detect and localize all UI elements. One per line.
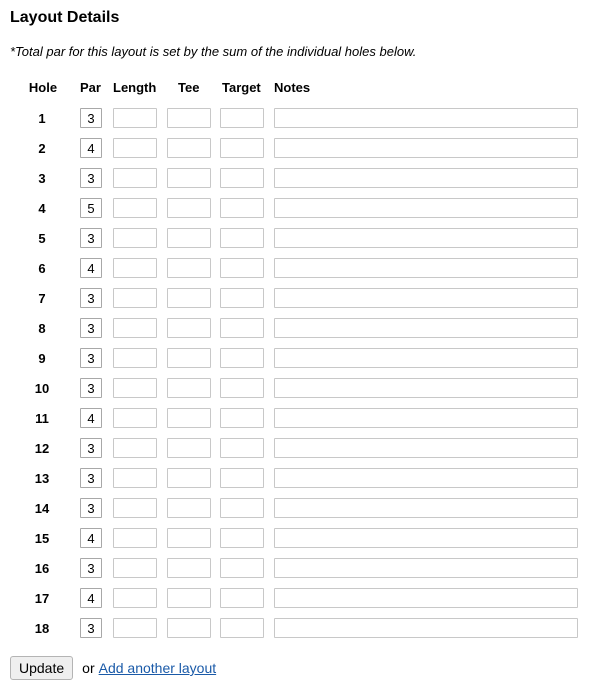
par-input[interactable] [80,318,102,338]
par-input[interactable] [80,168,102,188]
par-input[interactable] [80,108,102,128]
target-input[interactable] [220,258,264,278]
hole-number: 16 [34,561,50,576]
tee-input[interactable] [167,618,211,638]
table-row [0,318,600,348]
table-row [0,588,600,618]
target-input[interactable] [220,378,264,398]
tee-input[interactable] [167,108,211,128]
update-button[interactable]: Update [10,656,73,680]
notes-input[interactable] [274,438,578,458]
table-row [0,288,600,318]
notes-input[interactable] [274,258,578,278]
length-input[interactable] [113,588,157,608]
table-row [0,498,600,528]
target-input[interactable] [220,558,264,578]
target-input[interactable] [220,198,264,218]
target-input[interactable] [220,138,264,158]
header-target: Target [222,80,261,95]
par-note: *Total par for this layout is set by the sum of the individual holes below. [10,44,417,59]
table-row [0,168,600,198]
hole-number: 12 [34,441,50,456]
notes-input[interactable] [274,588,578,608]
hole-number: 10 [34,381,50,396]
length-input[interactable] [113,528,157,548]
target-input[interactable] [220,468,264,488]
header-tee: Tee [178,80,200,95]
par-input[interactable] [80,498,102,518]
length-input[interactable] [113,348,157,368]
length-input[interactable] [113,438,157,458]
hole-number: 17 [34,591,50,606]
length-input[interactable] [113,288,157,308]
notes-input[interactable] [274,288,578,308]
table-row [0,198,600,228]
length-input[interactable] [113,198,157,218]
tee-input[interactable] [167,228,211,248]
table-row [0,258,600,288]
header-notes: Notes [274,80,311,95]
tee-input[interactable] [167,198,211,218]
table-row [0,228,600,258]
length-input[interactable] [113,168,157,188]
table-row [0,618,600,648]
hole-number: 18 [34,621,50,636]
target-input[interactable] [220,228,264,248]
tee-input[interactable] [167,408,211,428]
tee-input[interactable] [167,588,211,608]
hole-number: 14 [34,501,50,516]
target-input[interactable] [220,108,264,128]
tee-input[interactable] [167,288,211,308]
hole-number: 8 [38,321,46,336]
target-input[interactable] [220,408,264,428]
notes-input[interactable] [274,498,578,518]
hole-number: 3 [38,171,46,186]
holes-table [0,108,600,648]
notes-input[interactable] [274,348,578,368]
length-input[interactable] [113,618,157,638]
notes-input[interactable] [274,138,578,158]
table-row [0,378,600,408]
notes-input[interactable] [274,468,578,488]
page-title: Layout Details [10,9,120,26]
header-par: Par [80,80,101,95]
table-row [0,108,600,138]
length-input[interactable] [113,378,157,398]
par-input[interactable] [80,588,102,608]
target-input[interactable] [220,288,264,308]
notes-input[interactable] [274,378,578,398]
target-input[interactable] [220,528,264,548]
length-input[interactable] [113,108,157,128]
length-input[interactable] [113,228,157,248]
par-input[interactable] [80,228,102,248]
par-input[interactable] [80,378,102,398]
hole-number: 11 [35,411,49,426]
table-row [0,438,600,468]
form-actions [10,656,216,680]
add-another-layout-link[interactable]: Add another layout [98,660,217,676]
notes-input[interactable] [274,168,578,188]
par-input[interactable] [80,288,102,308]
length-input[interactable] [113,318,157,338]
tee-input[interactable] [167,438,211,458]
length-input[interactable] [113,408,157,428]
table-row [0,528,600,558]
header-length: Length [113,80,157,95]
length-input[interactable] [113,558,157,578]
par-input[interactable] [80,198,102,218]
par-input[interactable] [80,348,102,368]
header-hole: Hole [28,80,58,95]
tee-input[interactable] [167,528,211,548]
tee-input[interactable] [167,498,211,518]
notes-input[interactable] [274,108,578,128]
par-input[interactable] [80,468,102,488]
notes-input[interactable] [274,618,578,638]
notes-input[interactable] [274,528,578,548]
target-input[interactable] [220,498,264,518]
par-input[interactable] [80,438,102,458]
hole-number: 6 [38,261,46,276]
target-input[interactable] [220,438,264,458]
notes-input[interactable] [274,318,578,338]
table-row [0,558,600,588]
par-input[interactable] [80,618,102,638]
table-row [0,138,600,168]
hole-number: 1 [38,111,46,126]
notes-input[interactable] [274,408,578,428]
hole-number: 13 [34,471,50,486]
length-input[interactable] [113,468,157,488]
hole-number: 4 [38,201,46,216]
par-input[interactable] [80,408,102,428]
target-input[interactable] [220,588,264,608]
target-input[interactable] [220,168,264,188]
tee-input[interactable] [167,378,211,398]
par-input[interactable] [80,258,102,278]
hole-number: 2 [38,141,46,156]
notes-input[interactable] [274,228,578,248]
tee-input[interactable] [167,168,211,188]
hole-number: 7 [38,291,46,306]
table-row [0,408,600,438]
par-input[interactable] [80,558,102,578]
target-input[interactable] [220,348,264,368]
notes-input[interactable] [274,558,578,578]
notes-input[interactable] [274,198,578,218]
hole-number: 9 [38,351,46,366]
par-input[interactable] [80,138,102,158]
tee-input[interactable] [167,348,211,368]
table-row [0,348,600,378]
tee-input[interactable] [167,318,211,338]
target-input[interactable] [220,318,264,338]
length-input[interactable] [113,138,157,158]
table-row [0,468,600,498]
tee-input[interactable] [167,138,211,158]
tee-input[interactable] [167,468,211,488]
tee-input[interactable] [167,558,211,578]
length-input[interactable] [113,258,157,278]
hole-number: 15 [34,531,50,546]
tee-input[interactable] [167,258,211,278]
or-text: or [82,660,95,676]
target-input[interactable] [220,618,264,638]
hole-number: 5 [38,231,46,246]
length-input[interactable] [113,498,157,518]
par-input[interactable] [80,528,102,548]
